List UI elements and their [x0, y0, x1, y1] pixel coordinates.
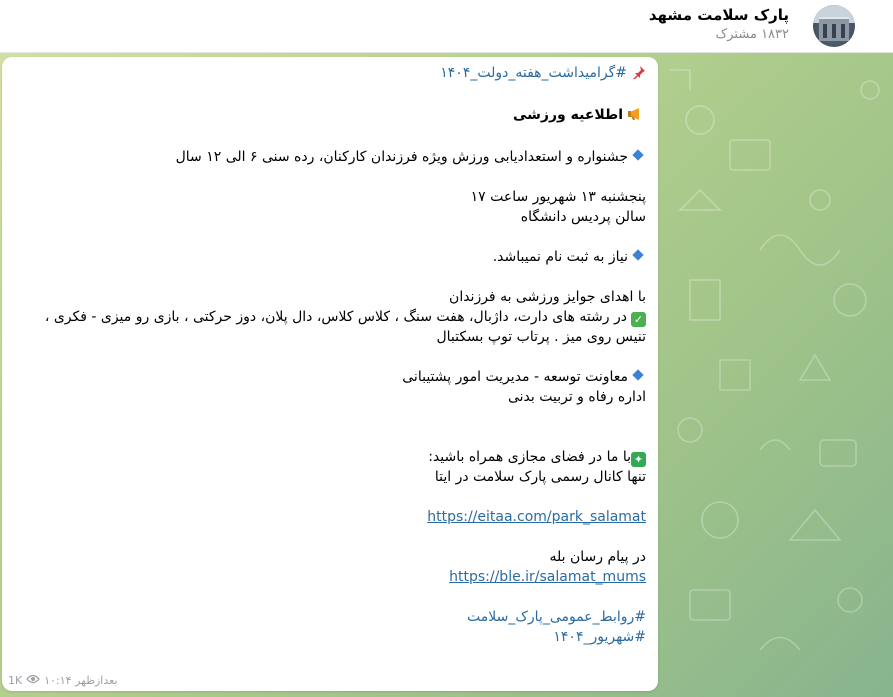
view-count: 1K [8, 674, 23, 687]
message-bubble[interactable] [2, 57, 658, 691]
heading-line [14, 105, 646, 127]
fields-line-2: تنیس روی میز . پرتاب توپ بسکتبال [436, 329, 646, 345]
channel-line: تنها کانال رسمی پارک سلامت در ایتا [434, 469, 646, 485]
eitaa-link[interactable]: https://eitaa.com/park_salamat [427, 509, 646, 525]
hashtag-public-relations[interactable]: #روابط_عمومی_پارک_سلامت [467, 609, 646, 625]
message-meta [8, 674, 117, 687]
office-line: اداره رفاه و تربیت بدنی [507, 389, 646, 405]
message-time: ۱۰:۱۴ بعدازظهر [44, 674, 118, 687]
eitaa-link-line [14, 507, 646, 527]
pinned-hashtag-line [14, 63, 646, 85]
eye-icon [26, 674, 40, 687]
bale-link-line [14, 567, 646, 587]
fields-line: ✓در رشته های دارت، داژبال، هفت سنگ ، کلاس کلاس، دال پلان، دوز حرکتی ، بازی رو میزی - فکری ، [14, 307, 646, 327]
announcement-heading: اطلاعیه ورزشی [512, 107, 623, 123]
blue-diamond-icon [632, 249, 643, 260]
message-text [14, 63, 646, 647]
pushpin-icon [632, 65, 646, 85]
bale-line: در پیام رسان بله [549, 549, 646, 565]
bale-link[interactable]: https://ble.ir/salamat_mums [449, 569, 646, 585]
check-mark-icon: ✓ [631, 312, 646, 327]
hashtag-month-line [14, 627, 646, 647]
subscriber-count: ۱۸۳۲ مشترک [715, 27, 789, 42]
festival-line: جشنواره و استعدادیابی ورزش ویژه فرزندان کارکنان، رده سنی ۶ الی ۱۲ سال [14, 147, 646, 167]
channel-title[interactable]: پارک سلامت مشهد [648, 6, 789, 24]
sparkles-icon: ✦ [631, 452, 646, 467]
megaphone-icon [628, 107, 646, 127]
blue-diamond-icon [632, 369, 643, 380]
no-registration-line: نیاز به ثبت نام نمیباشد. [14, 247, 646, 267]
deputy-line: معاونت توسعه - مدیریت امور پشتیبانی [14, 367, 646, 387]
prizes-line: با اهدای جوایز ورزشی به فرزندان [449, 289, 646, 305]
blue-diamond-icon [632, 149, 643, 160]
hashtag-government-week[interactable]: #گرامیداشت_هفته_دولت_۱۴۰۴ [440, 65, 627, 81]
virtual-line: ✦با ما در فضای مجازی همراه باشید: [14, 447, 646, 467]
channel-avatar[interactable] [813, 5, 855, 47]
hashtag-shahrivar[interactable]: #شهریور_۱۴۰۴ [553, 629, 646, 645]
date-line: پنجشنبه ۱۳ شهریور ساعت ۱۷ [470, 189, 646, 205]
place-line: سالن پردیس دانشگاه [520, 209, 646, 225]
hashtag-pr-line [14, 607, 646, 627]
chat-header[interactable] [0, 0, 893, 53]
